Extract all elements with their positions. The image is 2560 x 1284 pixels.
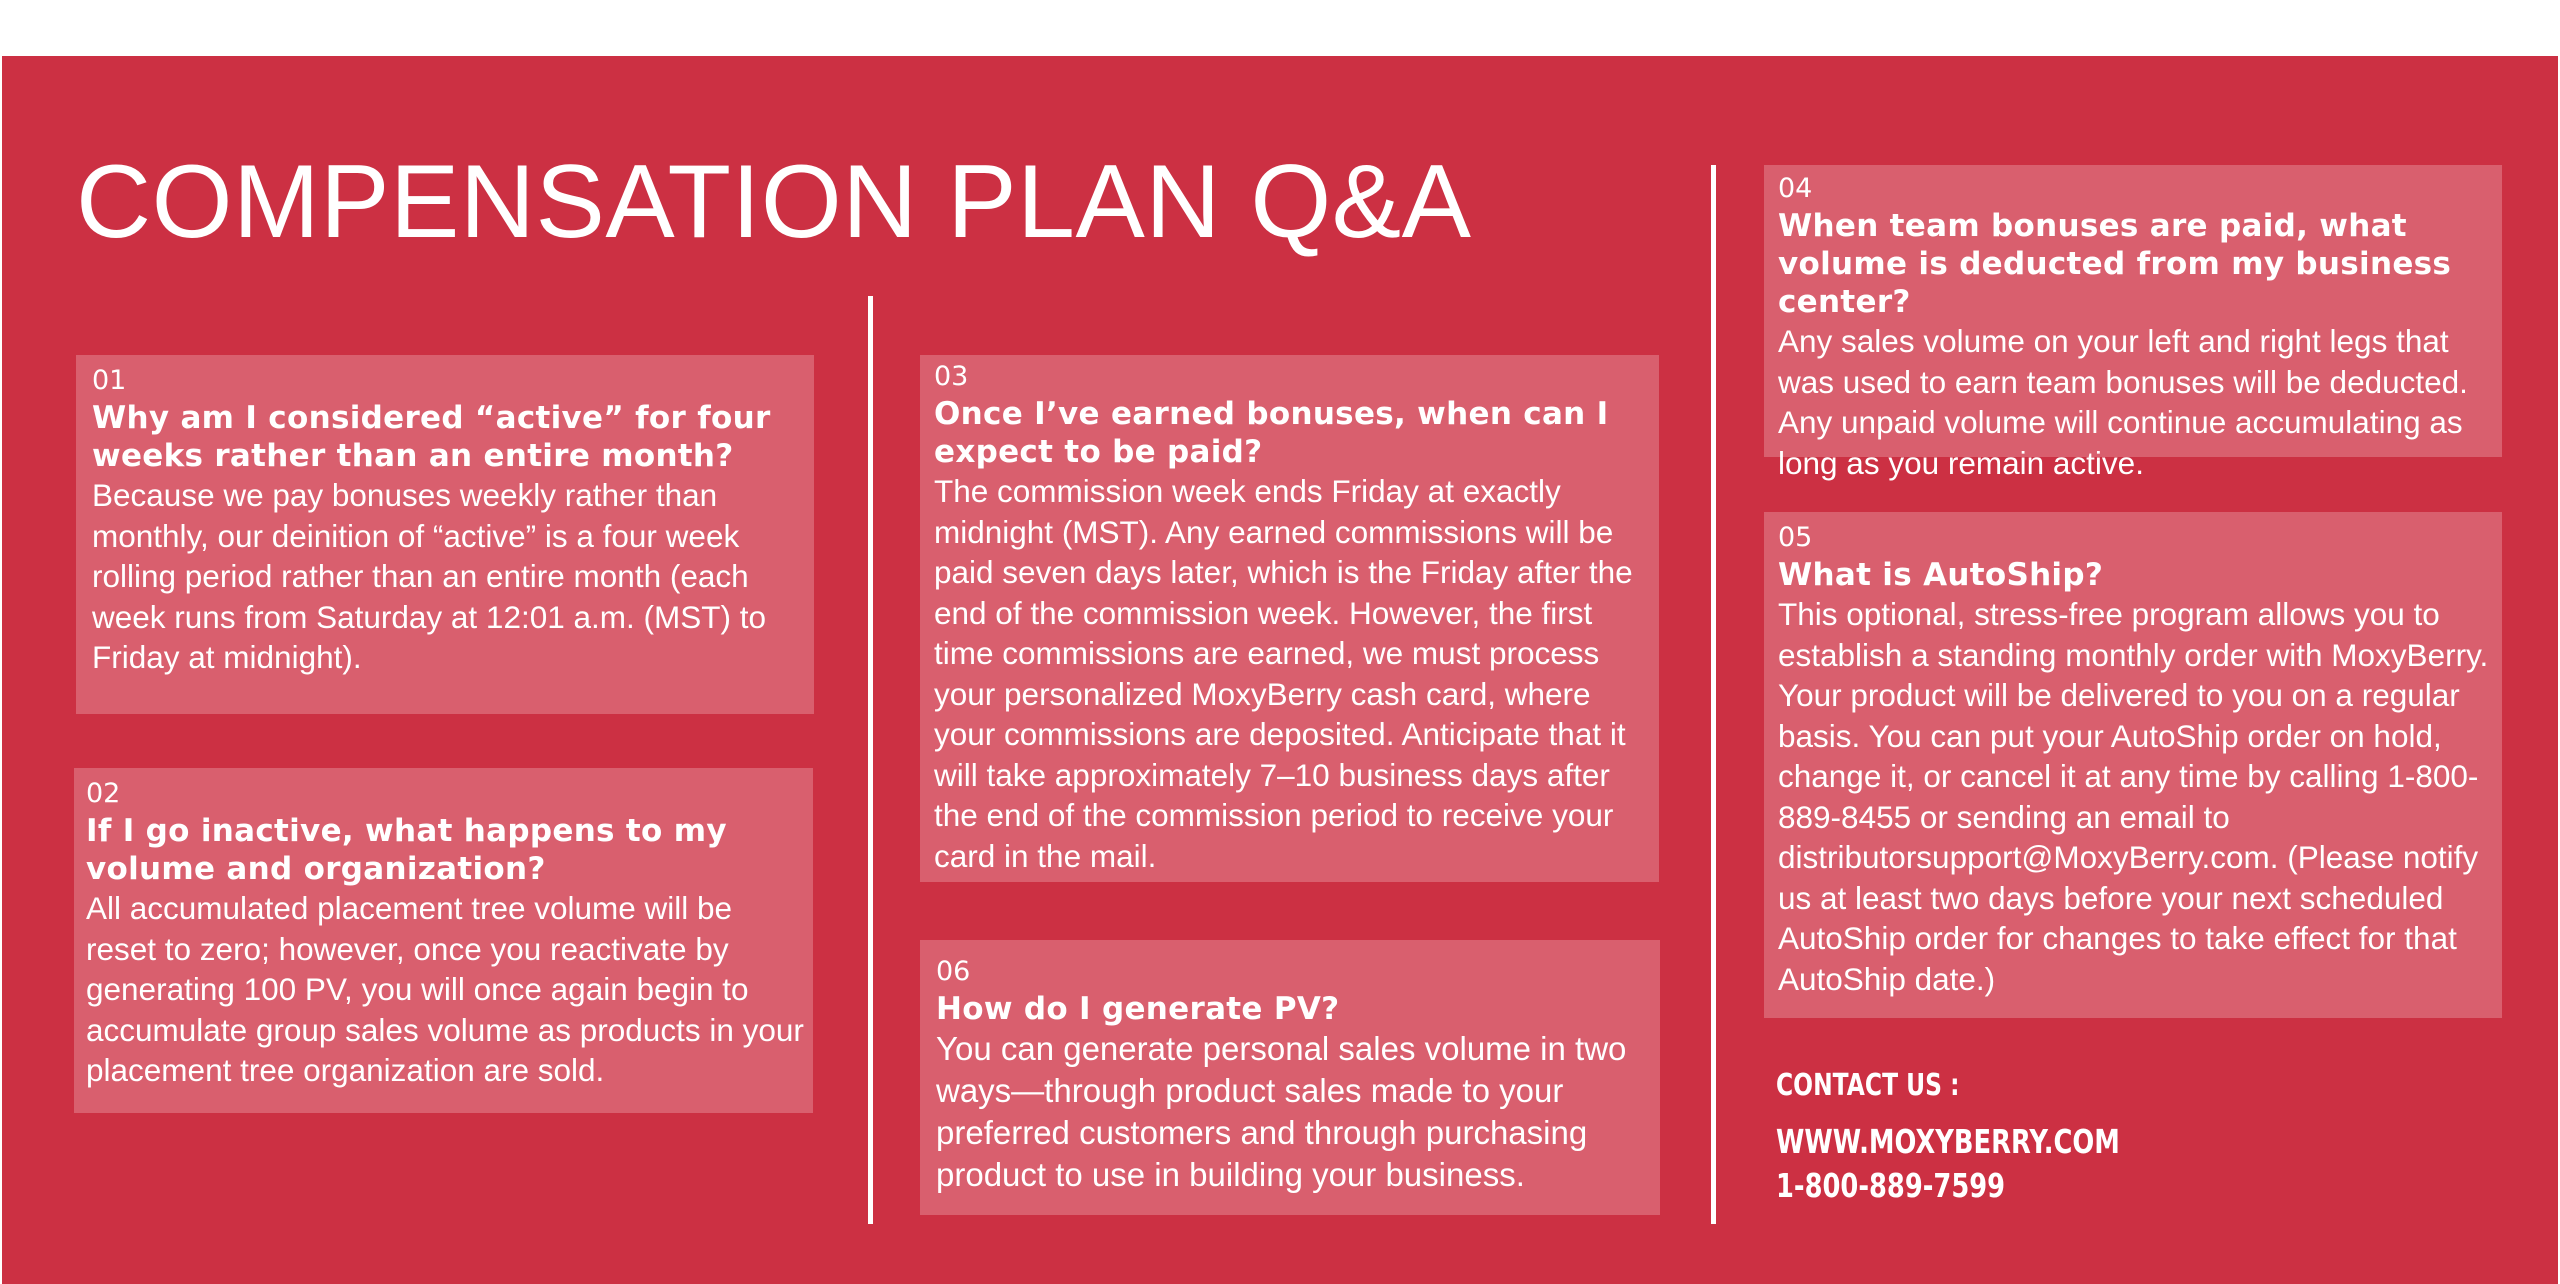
column-divider-right xyxy=(1711,165,1716,1224)
faq-card-04 xyxy=(1764,165,2502,481)
faq-answer: All accumulated placement tree volume will be reset to zero; however, once you reactivate by generating 100 PV, you will once again begin to accumulate group sales volume as products in your placement tree organization are sold. xyxy=(86,890,804,1088)
faq-answer: The commission week ends Friday at exactly midnight (MST). Any earned commissions will be paid seven days later, which is the Friday after the end of the commission week. However, the first time commissions are earned, we must process your personalized MoxyBerry cash card, where your commissions are deposited. Anticipate that it will take approximately 7–10 business days after the end of the commission period to receive your card in the mail. xyxy=(934,473,1633,874)
contact-label: CONTACT US : xyxy=(1776,1068,1960,1103)
faq-question: How do I generate PV? xyxy=(936,991,1340,1027)
page-title: COMPENSATION PLAN Q&A xyxy=(76,144,1472,260)
faq-question: If I go inactive, what happens to my volume and organization? xyxy=(86,813,727,887)
faq-question: What is AutoShip? xyxy=(1778,557,2104,593)
faq-question: Why am I considered “active” for four weeks rather than an entire month? xyxy=(92,400,771,474)
faq-number: 01 xyxy=(92,365,127,396)
faq-card-03 xyxy=(920,355,1659,882)
faq-card-05 xyxy=(1764,512,2502,1018)
phone-number[interactable]: 1-800-889-7599 xyxy=(1776,1166,2006,1205)
column-divider-left xyxy=(868,296,873,1224)
faq-number: 06 xyxy=(936,956,971,987)
faq-number: 04 xyxy=(1778,173,1813,204)
faq-card-02 xyxy=(74,768,813,1113)
faq-answer: This optional, stress-free program allows you to establish a standing monthly order with MoxyBerry. Your product will be delivered to you on a regular basis. You can put your AutoShip order on hold, change it, or cancel it at any time by calling 1-800-889-8455 or sending an email to distributorsupport@MoxyBerry.com. (Please notify us at least two days before your next scheduled AutoShip order for changes to take effect for that AutoShip date.) xyxy=(1778,596,2489,997)
faq-question: When team bonuses are paid, what volume is deducted from my business center? xyxy=(1778,208,2452,320)
faq-answer: Because we pay bonuses weekly rather than monthly, our deinition of “active” is a four week rolling period rather than an entire month (each week runs from Saturday at 12:01 a.m. (MST) to Friday at midnight). xyxy=(92,477,767,675)
website-link[interactable]: WWW.MOXYBERRY.COM xyxy=(1776,1122,2120,1161)
faq-number: 05 xyxy=(1778,522,1813,553)
faq-number: 03 xyxy=(934,361,969,392)
faq-answer: Any sales volume on your left and right legs that was used to earn team bonuses will be deducted. Any unpaid volume will continue accumulating as long as you remain active. xyxy=(1778,323,2468,481)
faq-question: Once I’ve earned bonuses, when can I expect to be paid? xyxy=(934,396,1609,470)
faq-answer: You can generate personal sales volume in two ways—through product sales made to your preferred customers and through purchasing product to use in building your business. xyxy=(936,1030,1627,1193)
faq-number: 02 xyxy=(86,778,121,809)
faq-card-06 xyxy=(920,940,1660,1215)
contact-block xyxy=(1776,1066,2217,1208)
faq-card-01 xyxy=(76,355,814,714)
